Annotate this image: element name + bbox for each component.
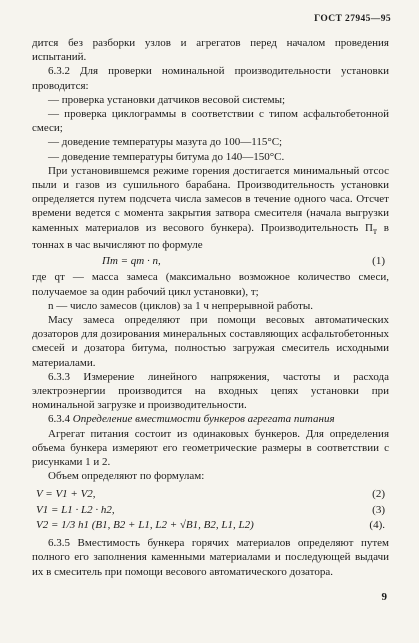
productivity-subscript: т [373,225,378,236]
bullet-1: — проверка установки датчиков весовой системы; [48,93,286,106]
equation-4: V2 = 1/3 h1 (B1, B2 + L1, L2 + √B1, B2, L1, L2) [36,518,254,531]
bullet-4: — доведение температуры битума до 140—150°С. [48,150,285,163]
formula-1-number: (1) [372,255,385,268]
continued-paragraph: дится без разборки узлов и агрегатов перед началом проведения испытаний. [32,37,389,64]
equation-2-row [32,487,389,501]
equation-4-row [32,518,389,532]
equation-3-row [32,503,389,517]
paragraph-productivity [32,164,389,252]
paragraph-productivity-text: При установившемся режиме горения достигается минимальный отсос пыли и газов из сушильного барабана. Производительность установки определяется путем подсчета числа замесов в течение одного часа. Отсчет времени ведется с момента закрытия затвора смесителя (начала выгрузки каменных материалов из весового бункера). Производительность П [32,164,389,234]
page-number: 9 [381,591,387,603]
formula-1: Пт = qт · n, [102,255,161,268]
section-6-3-5: 6.3.5 Вместимость бункера горячих материалов определяют путем полного его заполнения каменными материалами и последующей выдачи их в смеситель при помощи весового автоматического дозатора. [32,537,389,578]
equation-4-number: (4). [369,518,385,531]
equation-3-number: (3) [372,503,385,516]
paragraph-feeder: Агрегат питания состоит из одинаковых бункеров. Для определения объема бункера измеряют его геометрические размеры в соответствии с рисунками 1 и 2. [32,427,389,469]
paragraph-volume: Объем определяют по формулам: [48,470,205,483]
section-6-3-4 [32,412,389,426]
paragraph-batch-mass: Масу замеса определяют при помощи весовых автоматических дозаторов для дозирования минеральных составляющих асфальтобетонных смесей и дозатора битума, полностью загружая смеситель исходными материалами. [32,314,389,369]
equation-2: V = V1 + V2, [36,488,96,501]
formula-1-row [32,254,389,268]
document-body [32,36,389,579]
standard-header: ГОСТ 27945—95 [314,14,391,24]
section-6-3-4-title: Определение вместимости бункеров агрегата питания [72,413,335,426]
paragraph-productivity-end: в тоннах в час вычисляют по формуле [32,221,389,252]
equation-3: V1 = L1 · L2 · h2, [36,503,115,516]
section-6-3-3: 6.3.3 Измерение линейного напряжения, частоты и расхода электроэнергии производится на входных цепях установки при номинальной загрузке и производительности. [32,370,389,412]
bullet-3: — доведение температуры мазута до 100—115°С; [48,136,283,149]
bullet-2: — проверка циклограммы в соответствии с типом асфальтобетонной смеси; [32,108,389,135]
equation-2-number: (2) [372,488,385,501]
section-6-3-4-number: 6.3.4 [48,413,73,426]
where-2: n — число замесов (циклов) за 1 ч непрерывной работы. [48,299,314,312]
where-1: где qт — масса замеса (максимально возможное количество смеси, получаемое за один рабочий цикл установки), т; [32,271,389,298]
section-6-3-2: 6.3.2 Для проверки номинальной производительности установки проводится: [32,65,389,92]
spacer [32,483,389,486]
